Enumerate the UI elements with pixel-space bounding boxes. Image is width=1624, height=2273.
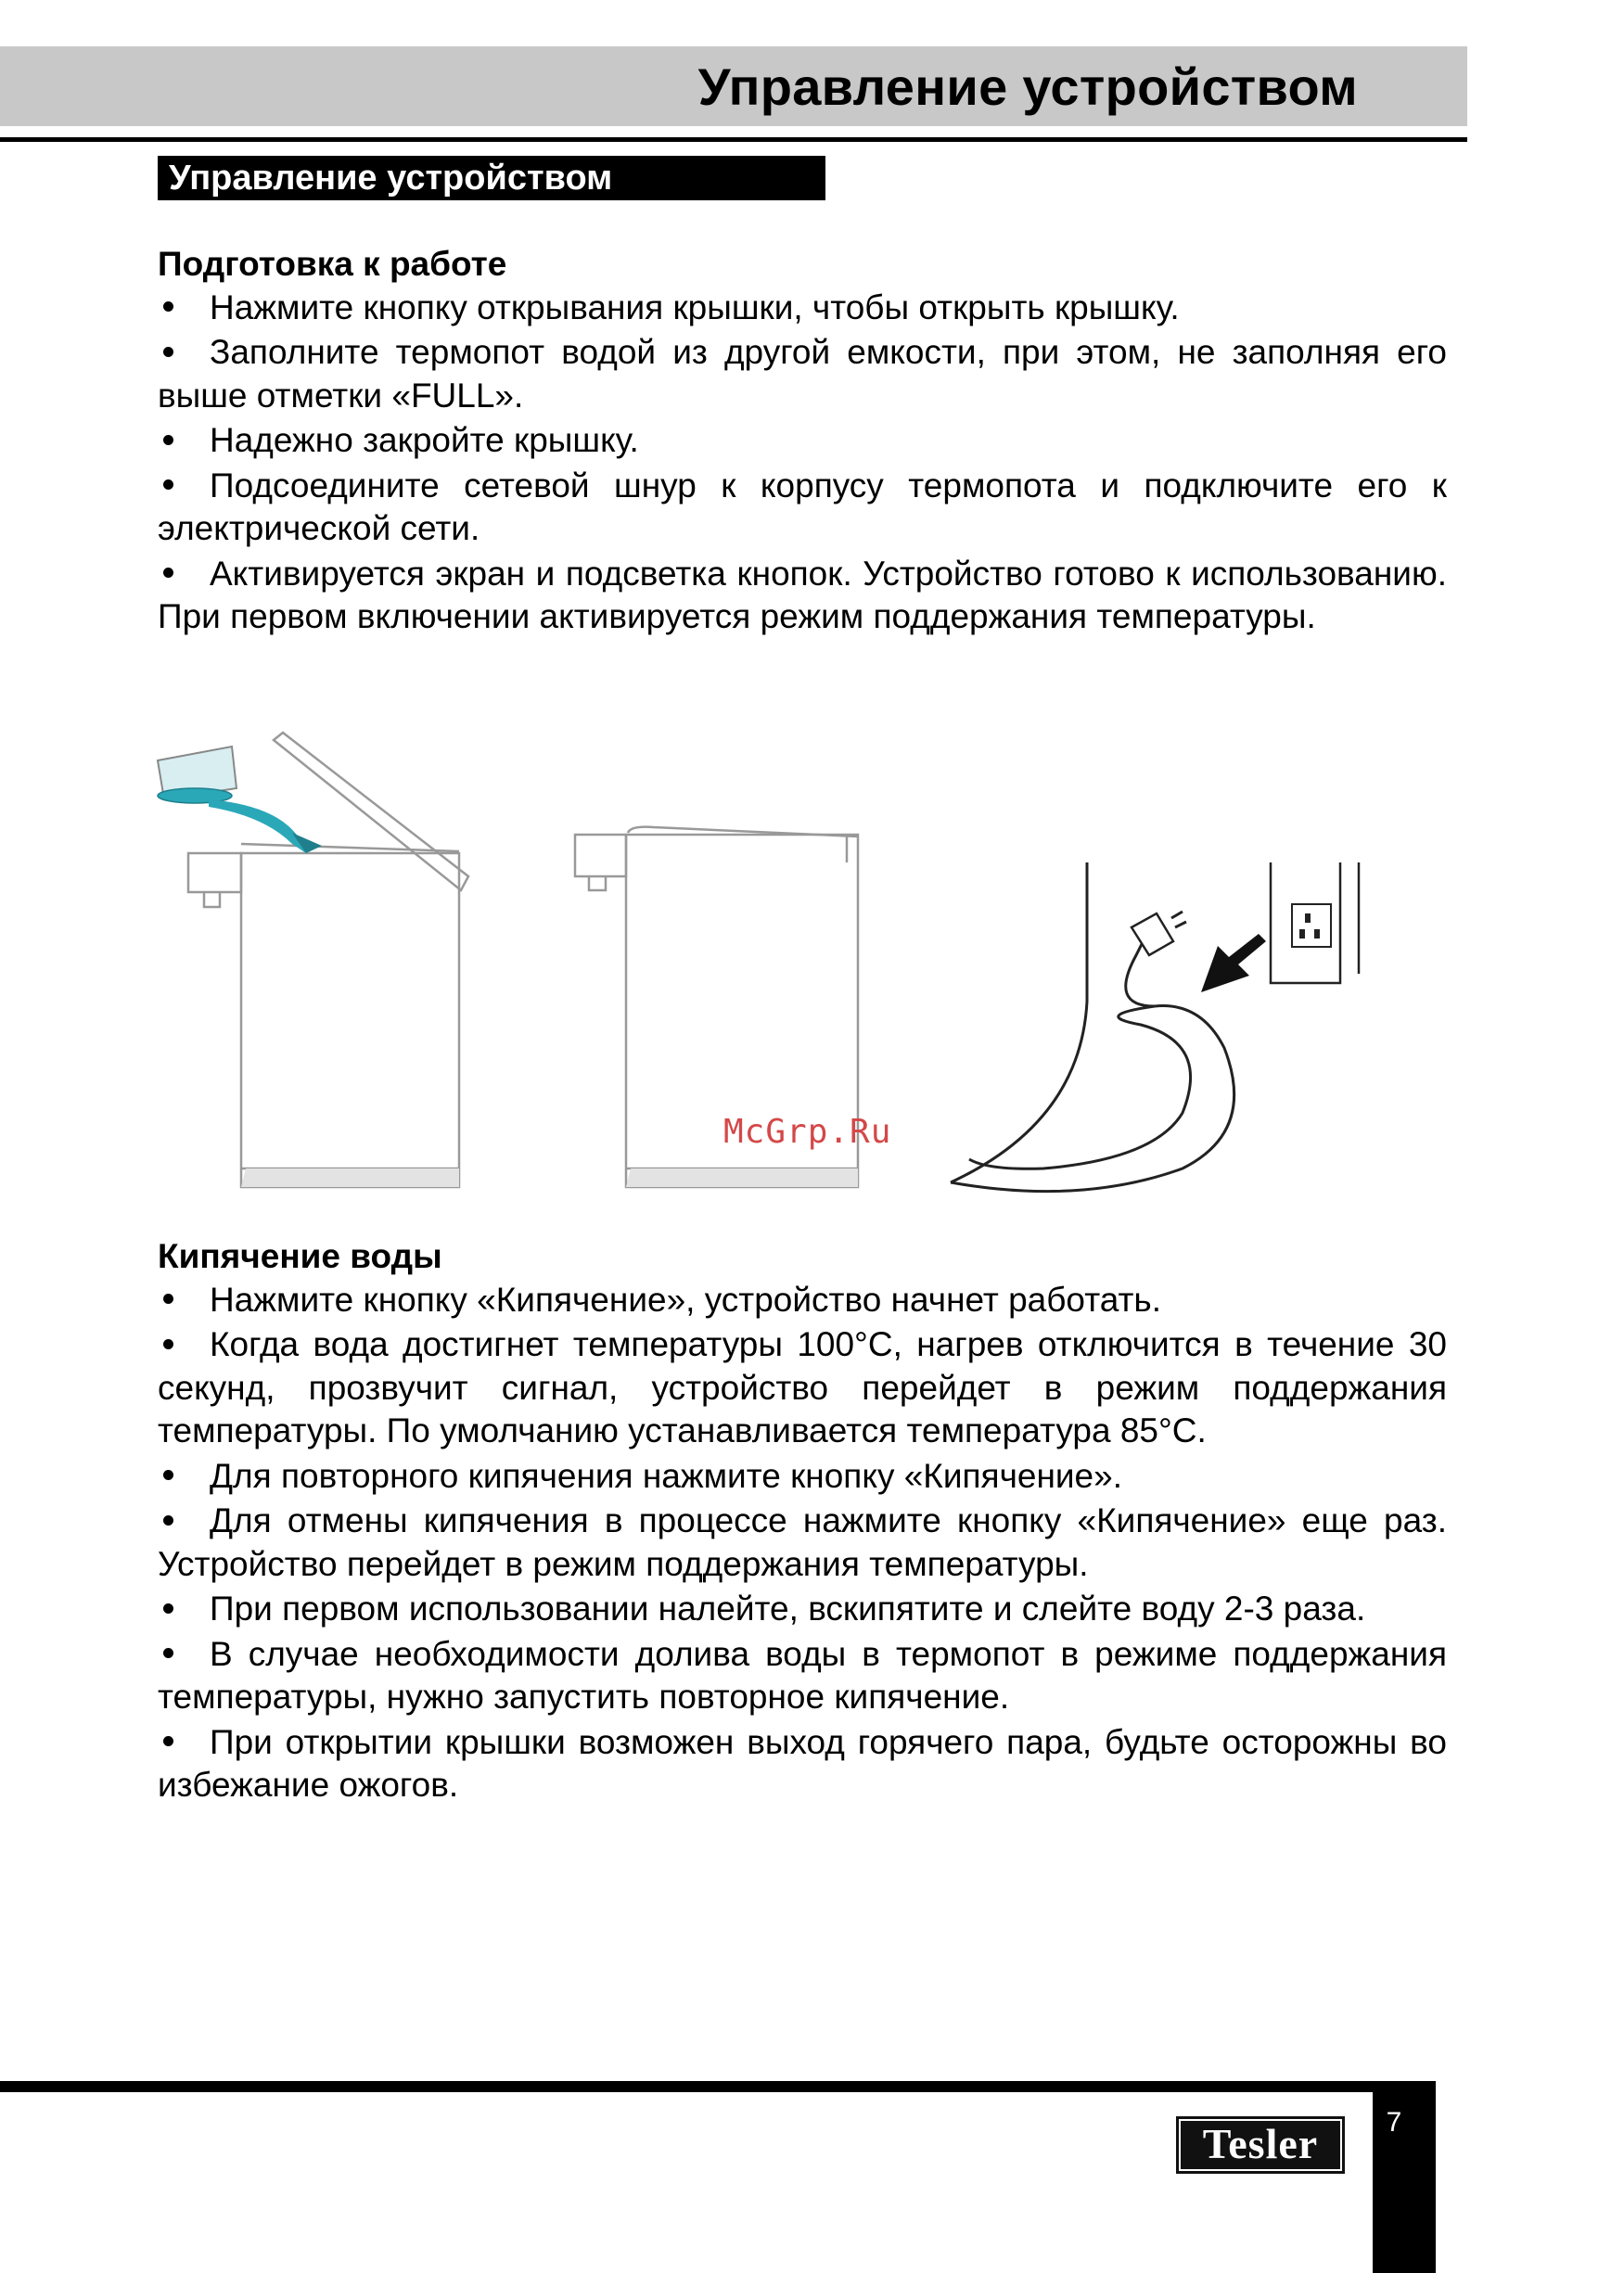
list-item: При первом использовании налейте, вскипятите и слейте воду 2-3 раза. [158, 1588, 1447, 1631]
boil-heading: Кипячение воды [158, 1237, 442, 1275]
bullet-icon [158, 419, 210, 463]
section-title-bar: Управление устройством [158, 156, 825, 200]
bullet-icon [158, 1323, 210, 1367]
list-item: Активируется экран и подсветка кнопок. Устройство готово к использованию. При первом включении активируется режим поддержания температуры. [158, 554, 1447, 635]
bullet-icon [158, 1588, 210, 1631]
logo-text: Tesler [1179, 2119, 1342, 2171]
bullet-icon [158, 1633, 210, 1677]
list-item: Нажмите кнопку «Кипячение», устройство начнет работать. [158, 1279, 1447, 1322]
header-rule [0, 137, 1467, 142]
bullet-icon [158, 1500, 210, 1543]
bullet-icon [158, 331, 210, 375]
kettle-base-shade [241, 1168, 459, 1187]
bullet-icon [158, 1721, 210, 1765]
list-item: Когда вода достигнет температуры 100°С, нагрев отключится в течение 30 секунд, прозвучит сигнал, устройство перейдет в режим поддержания температуры. По умолчанию устанавливается температура 85°С. [158, 1325, 1447, 1449]
watermark: McGrp.Ru [723, 1113, 892, 1151]
kettle-base-shade [626, 1168, 858, 1187]
kettle-open-lid [188, 733, 468, 1187]
bullet-icon [158, 1455, 210, 1499]
footer-rule [0, 2081, 1436, 2092]
list-item: Для повторного кипячения нажмите кнопку «Кипячение». [158, 1455, 1447, 1499]
plug-and-socket [951, 862, 1359, 1192]
tesler-logo [1176, 2116, 1345, 2174]
prep-heading: Подготовка к работе [158, 245, 507, 283]
page-header-title: Управление устройством [697, 57, 1358, 116]
prep-section [158, 243, 1447, 641]
list-item: Надежно закройте крышку. [158, 419, 1447, 463]
list-item: Заполните термопот водой из другой емкости, при этом, не заполняя его выше отметки «FULL». [158, 333, 1447, 415]
page-number: 7 [1386, 2107, 1402, 2138]
bullet-icon [158, 1279, 210, 1322]
list-item: Нажмите кнопку открывания крышки, чтобы открыть крышку. [158, 287, 1447, 330]
bullet-icon [158, 287, 210, 330]
list-item: В случае необходимости долива воды в термопот в режиме поддержания температуры, нужно запустить повторное кипячение. [158, 1634, 1447, 1716]
bullet-icon [158, 553, 210, 596]
list-item: Для отмены кипячения в процессе нажмите кнопку «Кипячение» еще раз. Устройство перейдет в режим поддержания температуры. [158, 1501, 1447, 1583]
water-pour [158, 747, 322, 853]
boil-section [158, 1235, 1447, 1809]
bullet-icon [158, 465, 210, 508]
boil-list [158, 1279, 1447, 1807]
prep-list [158, 287, 1447, 639]
list-item: При открытии крышки возможен выход горячего пара, будьте осторожны во избежание ожогов. [158, 1722, 1447, 1804]
list-item: Подсоедините сетевой шнур к корпусу термопота и подключите его к электрической сети. [158, 466, 1447, 547]
